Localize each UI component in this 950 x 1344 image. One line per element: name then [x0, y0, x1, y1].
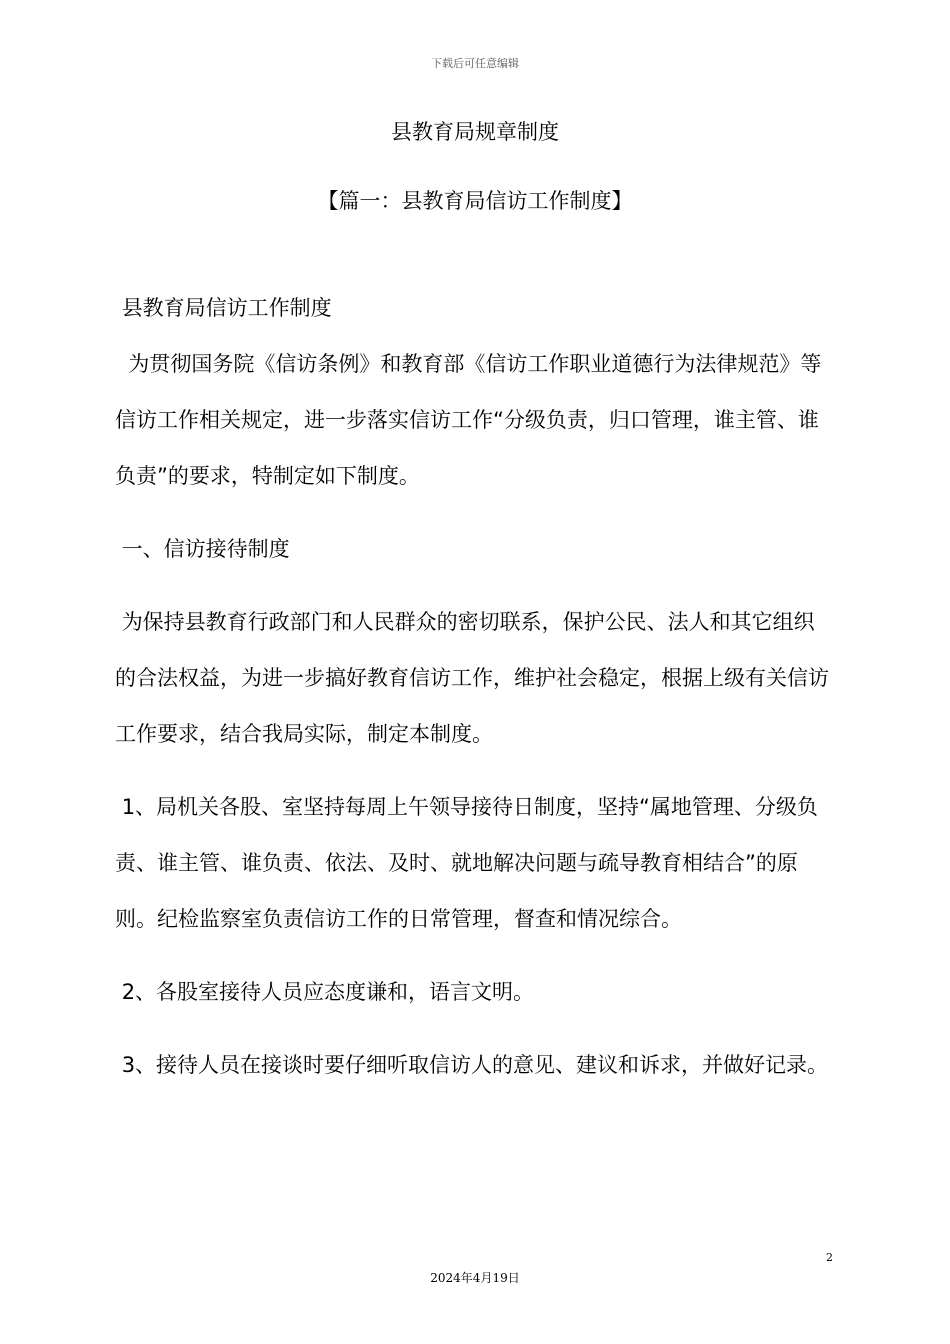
page-header-note: 下载后可任意编辑	[431, 57, 519, 70]
section-title: 【篇一：县教育局信访工作制度】	[317, 189, 633, 213]
rule-3-paragraph: 3、接待人员在接谈时要仔细听取信访人的意见、建议和诉求，并做好记录。	[115, 1053, 829, 1077]
rule-2-paragraph: 2、各股室接待人员应态度谦和，语言文明。	[115, 980, 535, 1004]
page-footer-date: 2024年4月19日	[430, 1271, 520, 1285]
section-heading-reception: 一、信访接待制度	[115, 537, 290, 561]
intro-paragraph: 为贯彻国务院《信访条例》和教育部《信访工作职业道德行为法律规范》等信访工作相关规定，进一步落实信访工作“分级负责，归口管理，谁主管、谁负责”的要求，特制定如下制度。	[115, 352, 822, 488]
document-body	[115, 291, 835, 1110]
rule-1-paragraph: 1、局机关各股、室坚持每周上午领导接待日制度，坚持“属地管理、分级负责、谁主管、谁负责、依法、及时、就地解决问题与疏导教育相结合”的原则。纪检监察室负责信访工作的日常管理，督查和情况综合。	[115, 795, 818, 931]
page-number: 2	[826, 1251, 833, 1264]
document-title: 县教育局规章制度	[391, 120, 559, 144]
reception-intro-paragraph: 为保持县教育行政部门和人民群众的密切联系，保护公民、法人和其它组织的合法权益，为进一步搞好教育信访工作，维护社会稳定，根据上级有关信访工作要求，结合我局实际，制定本制度。	[115, 610, 829, 746]
subtitle-heading: 县教育局信访工作制度	[115, 296, 332, 320]
